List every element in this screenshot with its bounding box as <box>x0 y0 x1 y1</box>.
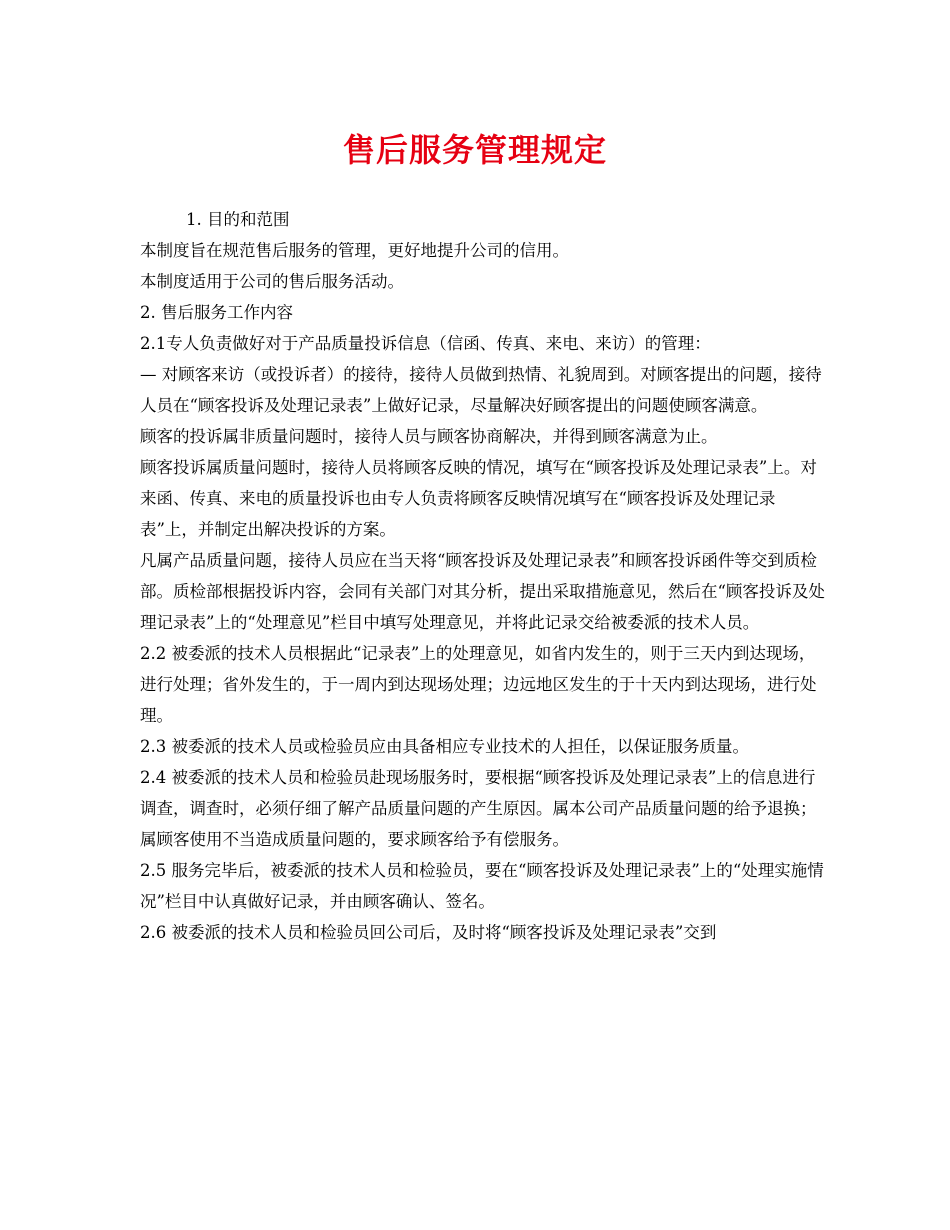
paragraph: 2.3 被委派的技术人员或检验员应由具备相应专业技术的人担任，以保证服务质量。 <box>140 737 749 756</box>
paragraph: 2.5 服务完毕后，被委派的技术人员和检验员，要在“顾客投诉及处理记录表”上的“处理实施情况”栏目中认真做好记录，并由顾客确认、签名。 <box>140 861 824 911</box>
paragraph: — 对顾客来访（或投诉者）的接待，接待人员做到热情、礼貌周到。对顾客提出的问题，接待人员在“顾客投诉及处理记录表”上做好记录，尽量解决好顾客提出的问题使顾客满意。 <box>140 365 822 415</box>
paragraph: 本制度适用于公司的售后服务活动。 <box>140 272 404 291</box>
paragraph: 顾客投诉属质量问题时，接待人员将顾客反映的情况，填写在“顾客投诉及处理记录表”上。对来函、传真、来电的质量投诉也由专人负责将顾客反映情况填写在“顾客投诉及处理记录表”上，并制定出解决投诉的方案。 <box>140 458 817 539</box>
section-heading: 1. 目的和范围 <box>186 210 290 229</box>
paragraph: 2.2 被委派的技术人员根据此“记录表”上的处理意见，如省内发生的，则于三天内到达现场，进行处理；省外发生的，于一周内到达现场处理；边远地区发生的于十天内到达现场，进行处理。 <box>140 644 817 725</box>
paragraph: 2.1专人负责做好对于产品质量投诉信息（信函、传真、来电、来访）的管理： <box>140 334 711 353</box>
paragraph: 顾客的投诉属非质量问题时，接待人员与顾客协商解决，并得到顾客满意为止。 <box>140 427 718 446</box>
paragraph: 2.4 被委派的技术人员和检验员赴现场服务时，要根据“顾客投诉及处理记录表”上的信息进行调查，调查时，必须仔细了解产品质量问题的产生原因。属本公司产品质量问题的给予退换；属顾客使用不当造成质量问题的，要求顾客给予有偿服务。 <box>140 768 817 849</box>
document-body <box>140 204 830 948</box>
paragraph: 2.6 被委派的技术人员和检验员回公司后，及时将“顾客投诉及处理记录表”交到 <box>140 923 717 942</box>
section-heading: 2. 售后服务工作内容 <box>140 303 293 322</box>
document-title: 售后服务管理规定 <box>342 131 607 169</box>
paragraph: 凡属产品质量问题，接待人员应在当天将“顾客投诉及处理记录表”和顾客投诉函件等交到质检部。质检部根据投诉内容，会同有关部门对其分析，提出采取措施意见，然后在“顾客投诉及处理记录表”上的“处理意见”栏目中填写处理意见，并将此记录交给被委派的技术人员。 <box>140 551 825 632</box>
paragraph: 本制度旨在规范售后服务的管理，更好地提升公司的信用。 <box>140 241 569 260</box>
